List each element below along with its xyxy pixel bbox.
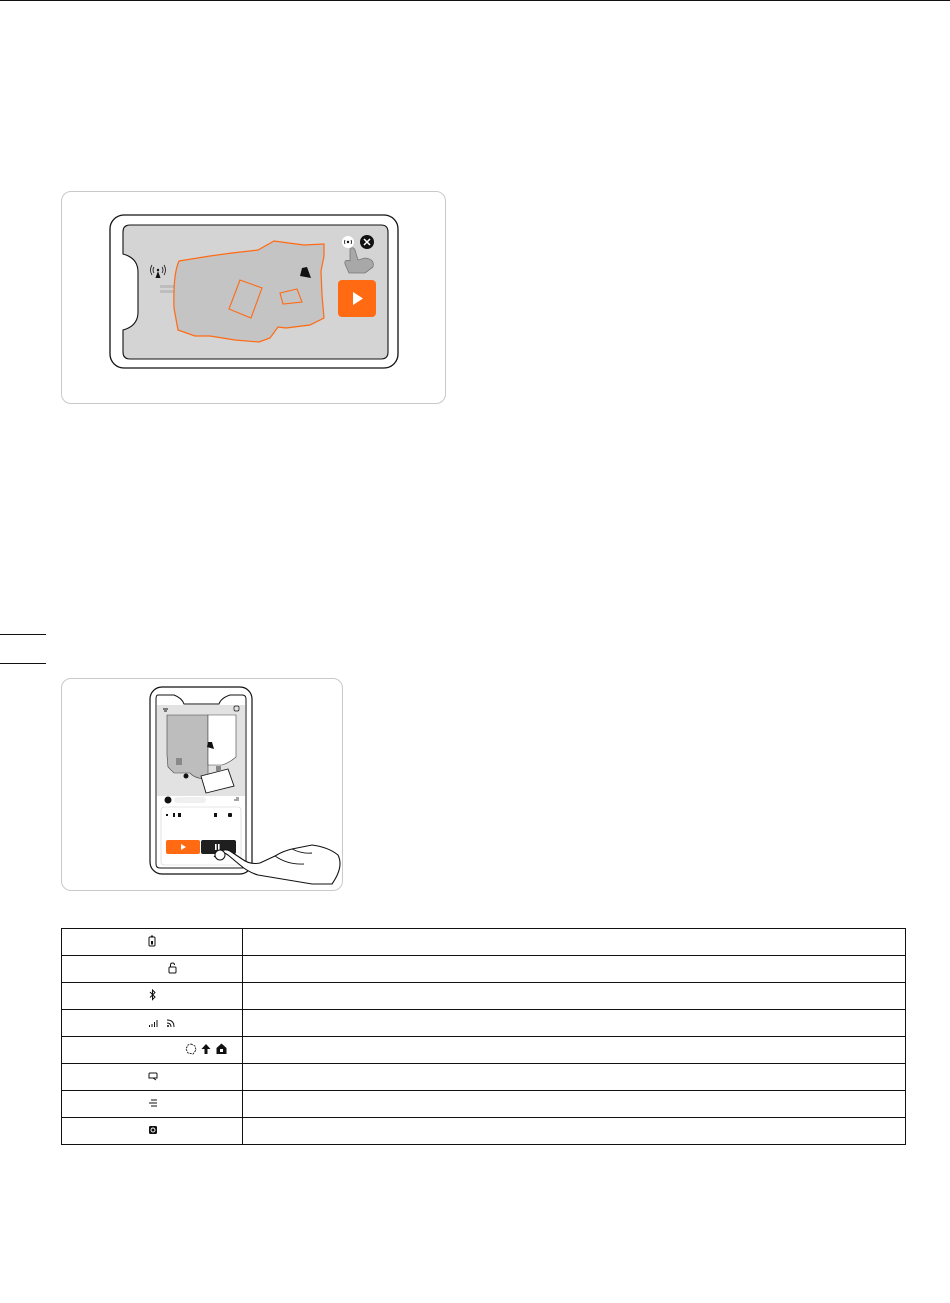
cellular-signal-icon [149, 1016, 159, 1028]
description-cell [243, 929, 906, 956]
battery-icon [148, 935, 156, 947]
table-row [62, 929, 906, 956]
description-cell [243, 1010, 906, 1037]
icon-cell [62, 1064, 243, 1091]
marker [176, 758, 182, 765]
description-cell [243, 1064, 906, 1091]
icon-cell [62, 1091, 243, 1118]
description-cell [243, 1037, 906, 1064]
arrow-up-icon [201, 1043, 211, 1055]
play-button[interactable] [166, 840, 200, 854]
phone-portrait-illustration [62, 679, 342, 890]
figure-map-start [61, 191, 446, 404]
icon-legend-table [61, 928, 906, 1145]
icon-cell [62, 1037, 243, 1064]
icon-cell [62, 1010, 243, 1037]
gps-button[interactable] [342, 236, 354, 248]
table-row [62, 956, 906, 983]
margin-rule [0, 634, 46, 635]
home-icon [165, 797, 172, 804]
figure-app-pause [61, 678, 343, 891]
mower-status-icon [148, 1070, 158, 1082]
table-row [62, 1037, 906, 1064]
margin-rule [0, 663, 46, 664]
table-row [62, 1064, 906, 1091]
description-cell [243, 983, 906, 1010]
table-row [62, 1091, 906, 1118]
icon-cell [62, 929, 243, 956]
boundary-icon [185, 1043, 197, 1055]
bluetooth-icon [149, 989, 157, 1001]
info-icon [184, 774, 189, 779]
table-row [62, 1010, 906, 1037]
icon-cell [62, 956, 243, 983]
lock-icon [168, 962, 177, 974]
pause-icon [215, 844, 217, 850]
close-button[interactable] [360, 235, 374, 249]
page-top-rule [0, 0, 950, 1]
description-cell [243, 1118, 906, 1145]
home-icon [216, 1043, 227, 1055]
description-cell [243, 1091, 906, 1118]
description-cell [243, 956, 906, 983]
menu-icon [148, 1097, 158, 1109]
phone-landscape-illustration [62, 192, 445, 403]
start-mowing-button[interactable] [338, 280, 376, 317]
wifi-icon [166, 1016, 176, 1028]
camera-icon [148, 1124, 158, 1136]
table-row [62, 983, 906, 1010]
icon-cell [62, 983, 243, 1010]
table-row [62, 1118, 906, 1145]
icon-cell [62, 1118, 243, 1145]
